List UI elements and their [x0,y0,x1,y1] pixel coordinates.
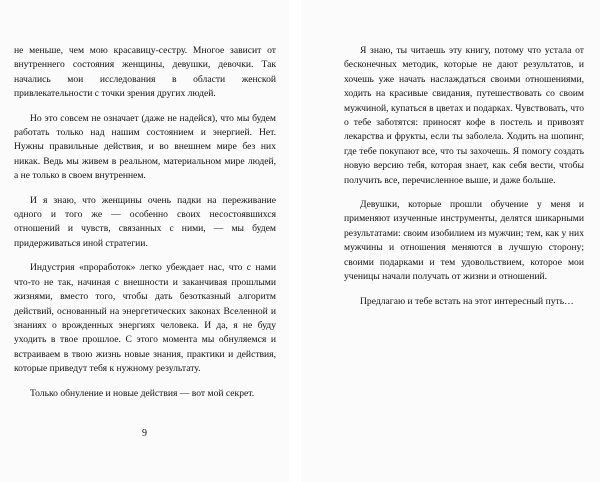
left-page [0,0,289,482]
right-page-text [344,44,584,309]
left-paragraph-4: Индустрия «проработок» легко убеждает нас, что с нами что-то не так, начиная с внешности и заканчивая прошлыми жизнями, вместо того, чтобы дать безотказный алгоритм действий, основанный на энергетических законах Вселенной и знаниях о врожденных энергиях человека. И да, я не буду уходить в твое прошлое. С этого момента мы обнуляемся и встраиваем в твою жизнь новые знания, практики и действия, которые приведут тебя к нужному результату. [14,262,276,375]
right-paragraph-3: Предлагаю и тебе встать на этот интересный путь… [360,295,574,307]
page-gutter [289,0,301,482]
left-page-text [14,44,276,401]
left-paragraph-5: Только обнуление и новые действия — вот мой секрет. [30,387,255,399]
right-page [301,0,600,482]
page-number: 9 [142,428,147,439]
left-paragraph-2: Но это совсем не означает (даже не надейся), что мы будем работать только над нашим состоянием и энергией. Нет. Нужны правильные действия, и во внешнем мире без них никак. Ведь мы живем в реальном, материальном мире людей, а не только в своем внутреннем. [14,112,276,182]
left-paragraph-3: И я знаю, что женщины очень падки на переживание одного и того же — особенно своих несостоявшихся отношений и чувств, связанных с ними, — мы будем придерживаться иной стратегии. [14,194,276,249]
right-paragraph-1: Я знаю, ты читаешь эту книгу, потому что устала от бесконечных методик, которые не дают результатов, и хочешь уже начать наслаждаться своими отношениями, ходить на красивые свидания, путешествовать со своим мужчиной, купаться в цветах и подарках. Чувствовать, что о тебе заботятся: приносят кофе в постель и привозят лекарства и фрукты, если ты заболела. Ходить на шопинг, где тебе покупают все, что ты захочешь. Я помогу создать новую версию тебя, которая знает, как себя вести, чтобы получить все, перечисленное выше, и даже больше. [344,45,584,186]
left-paragraph-1: не меньше, чем мою красавицу-сестру. Многое зависит от внутреннего состояния женщины, девушки, девочки. Так начались мои исследования в области женской привлекательности с точки зрения других людей. [14,45,276,100]
right-paragraph-2: Девушки, которые прошли обучение у меня и применяют изученные инструменты, делятся шикарными результатами: своим изобилием из мужчин; тем, как у них мужчины и отношения меняются в лучшую сторону; своими подарками и тем удовольствием, которое мои ученицы начали получать от жизни и отношений. [344,199,584,283]
